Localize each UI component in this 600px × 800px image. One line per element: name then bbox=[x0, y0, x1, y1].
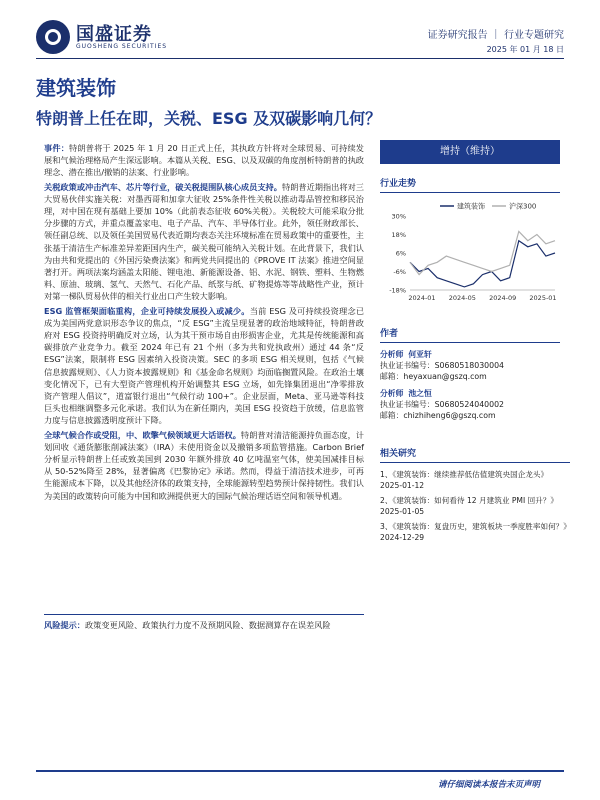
analyst-email-line bbox=[380, 371, 560, 382]
footer-divider bbox=[36, 770, 564, 772]
trend-divider bbox=[380, 192, 560, 193]
y-tick-label: 30% bbox=[391, 212, 406, 221]
analyst-name-line bbox=[380, 349, 560, 360]
paragraph-climate bbox=[44, 429, 364, 502]
trend-chart bbox=[380, 198, 560, 308]
analyst-role: 分析师 bbox=[380, 350, 404, 359]
cert-label: 执业证书编号： bbox=[380, 400, 435, 409]
related-title: 3、《建筑装饰：复盘历史，建筑板块一季度胜率如何？》 bbox=[380, 522, 571, 531]
x-tick-label: 2025-01 bbox=[529, 294, 557, 302]
authors-heading: 作者 bbox=[380, 329, 399, 339]
risk-text: 政策变更风险、政策执行力度不及预期风险、数据测算存在误差风险 bbox=[84, 620, 331, 630]
paragraph-lead: 全球气候合作或受阻，中、欧擎气候领域更大话语权。 bbox=[44, 429, 241, 440]
related-heading: 相关研究 bbox=[380, 449, 417, 459]
analyst-email-line bbox=[380, 410, 560, 421]
authors-section bbox=[380, 326, 560, 421]
y-tick-label: -18% bbox=[389, 286, 406, 295]
y-tick-label: 18% bbox=[391, 231, 406, 239]
analyst-name: 何亚轩 bbox=[408, 350, 432, 359]
risk-warning bbox=[44, 614, 364, 632]
analyst-email[interactable]: heyaxuan@gszq.com bbox=[403, 372, 487, 381]
analyst-name: 池之恒 bbox=[408, 389, 432, 398]
analyst-email[interactable]: chizhiheng6@gszq.com bbox=[403, 411, 496, 420]
paragraph-lead: ESG 监管框架面临重构，企业可持续发展投入或减少。 bbox=[44, 305, 250, 316]
footer-disclaimer: 请仔细阅读本报告末页声明 bbox=[437, 780, 540, 790]
trend-section bbox=[380, 176, 560, 193]
analyst-cert-line bbox=[380, 399, 560, 410]
y-tick-label: -6% bbox=[393, 268, 406, 276]
related-item[interactable] bbox=[380, 469, 570, 491]
paragraph-text: 当前 ESG 及可持续投资理念已成为美国两党意识形态争议的焦点，“反 ESG”主流呈现显著的政治地域特征，特朗普政府对 ESG 投资持明确反对立场，认为其干预市场自由形损害企业，尤其是传统能源和高碳排放产业竞争力。截至 2024 年已有 21 个州（多为共和党执政州）通过 44 条“反 ESG”法案，限制将 ESG 因素纳入投资决策。SEC 的多项 ESG 相关规则，包括《气候信息披露规则》、《人力资本披露规则》和《基金命名规则》均面临搁置风险。在政治土壤变化情况下，已有大型资产管理机构开始调整其 ESG 立场，如先锋集团退出“净零排放资产管理人倡议”，道富银行退出“气候行动 100+”。企业层面，Meta、亚马逊等科技巨头也相继调整多元化承诺。我们认为在新任期内，美国 ESG 投资趋于放缓，信息监管力度与信息披露透明度预计下降。 bbox=[44, 305, 365, 426]
related-date: 2025-01-12 bbox=[380, 481, 425, 490]
analyst-block bbox=[380, 388, 560, 421]
related-date: 2024-12-29 bbox=[380, 533, 425, 542]
paragraph-tariff bbox=[44, 181, 364, 303]
paragraph-text: 特朗普将于 2025 年 1 月 20 日正式上任，其执政方针将对全球贸易、可持续发展和气候治理格局产生深远影响。本篇从关税、ESG、以及双碳的角度剖析特朗普的执政理念、潜在推出/撤销的法案、行业影响。 bbox=[44, 143, 364, 178]
email-label: 邮箱： bbox=[380, 372, 404, 381]
paragraph-text: 特朗普对清洁能源持负面态度，计划回收《通货膨胀削减法案》（IRA）未使用资金以及撤销多项监管措施。Carbon Brief 分析显示特朗普上任或致美国到 2030 年额外排放 40 亿吨温室气体，使美国减排目标从 50-52%降至 28%，显著偏离《巴黎协定》承诺。然而，得益于清洁技术进步，可再生能源成本下降，以及其他经济体的政策支持，全球能源转型趋势预计保持韧性。我们认为美国的政策转向可能为中国和欧洲提供更大的国际气候治理话语空间和领导机遇。 bbox=[44, 429, 364, 501]
cert-number: S0680518030004 bbox=[434, 361, 505, 370]
doc-type: 证券研究报告 ｜ 行业专题研究 bbox=[427, 30, 564, 41]
legend-label-hs300: 沪深300 bbox=[509, 202, 537, 211]
related-title: 2、《建筑装饰：如何看待 12 月建筑业 PMI 回升？》 bbox=[380, 496, 558, 505]
series-line-hs300 bbox=[410, 231, 555, 274]
logo-text-cn: 国盛证券 bbox=[76, 24, 152, 45]
authors-divider bbox=[380, 342, 560, 343]
paragraph-esg bbox=[44, 305, 364, 427]
related-divider bbox=[380, 462, 570, 463]
cert-label: 执业证书编号： bbox=[380, 361, 435, 370]
report-title: 特朗普上任在即，关税、ESG 及双碳影响几何？ bbox=[36, 109, 382, 128]
rating-badge: 增持（维持） bbox=[380, 140, 560, 164]
logo-text-en: GUOSHENG SECURITIES bbox=[76, 43, 168, 50]
cert-number: S0680524040002 bbox=[434, 400, 505, 409]
y-axis-ticks bbox=[389, 213, 406, 295]
logo-mark-icon bbox=[36, 20, 70, 54]
x-axis-ticks bbox=[408, 294, 556, 302]
company-logo bbox=[36, 20, 166, 54]
paragraph-text: 特朗普近期指出将对三大贸易伙伴实施关税：对墨西哥和加拿大征收 25%条件性关税以推动毒品管控和移民治理，对中国在现有基础上要加 10%（此前表态征收 60%关税）。关税较大可能采取分批分步骤的方式，并重点覆盖家电、电子产品、汽车、半导体行业。此外，领任财政部长、领任副总统、以及领任美国贸易代表近期均表态关注环境标准在贸易政策中的重要性，主张基于清洁生产标准差异差距国内生产，碳关税可能纳入关税计划。在此背景下，我们认为由共和党提出的《外国污染费法案》和两党共同提出的《PROVE IT 法案》推进空间显著打开。两项法案均涵盖太阳能、锂电池、新能源设备、铝、水泥、钢铁、塑料、生物燃料、原油、玻璃、氢气、天然气、石化产品、纸浆与纸、矿物提炼等等战略性产业，预计对第一梯队贸易伙伴的相关行业出口产生较大影响。 bbox=[44, 181, 364, 302]
analyst-block bbox=[380, 349, 560, 382]
analyst-cert-line bbox=[380, 360, 560, 371]
header-divider bbox=[36, 58, 564, 59]
x-tick-label: 2024-01 bbox=[408, 294, 436, 302]
report-body bbox=[44, 142, 364, 504]
paragraph-event bbox=[44, 142, 364, 179]
risk-divider bbox=[44, 614, 364, 615]
analyst-role: 分析师 bbox=[380, 389, 404, 398]
trend-heading: 行业走势 bbox=[380, 179, 417, 189]
x-tick-label: 2024-09 bbox=[489, 294, 517, 302]
related-date: 2025-01-05 bbox=[380, 507, 425, 516]
related-item[interactable] bbox=[380, 521, 570, 543]
y-tick-label: 6% bbox=[395, 249, 406, 258]
risk-lead: 风险提示： bbox=[44, 620, 85, 630]
x-tick-label: 2024-05 bbox=[448, 294, 476, 302]
related-item[interactable] bbox=[380, 495, 570, 517]
related-title: 1、《建筑装饰：继续推荐低估值建筑央国企龙头》 bbox=[380, 470, 549, 479]
related-section bbox=[380, 446, 570, 543]
legend-label-sector: 建筑装饰 bbox=[457, 202, 485, 211]
paragraph-lead: 关税政策或冲击汽车、芯片等行业，破关税提围队核心成员支持。 bbox=[44, 181, 282, 192]
paragraph-lead: 事件： bbox=[44, 143, 70, 153]
email-label: 邮箱： bbox=[380, 411, 404, 420]
sector-title: 建筑装饰 bbox=[36, 76, 116, 100]
analyst-name-line bbox=[380, 388, 560, 399]
report-date: 2025 年 01 月 18 日 bbox=[486, 45, 564, 54]
